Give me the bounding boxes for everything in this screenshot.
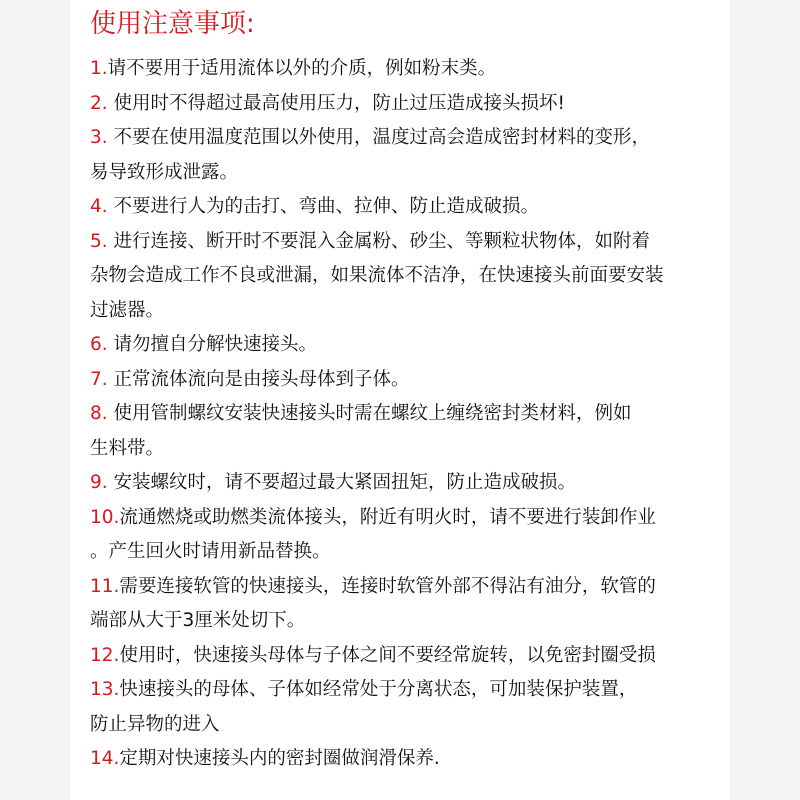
note-text: 不要在使用温度范围以外使用，温度过高会造成密封材料的变形， xyxy=(107,127,651,148)
page-title: 使用注意事项: xyxy=(90,9,255,39)
note-number: 4. xyxy=(90,196,108,217)
note-text: 快速接头的母体、子体如经常处于分离状态，可加装保护装置， xyxy=(119,679,638,700)
note-item-continuation xyxy=(90,535,726,570)
note-item xyxy=(90,639,726,674)
note-number: 10. xyxy=(90,506,120,528)
note-text: 不要进行人为的击打、弯曲、拉伸、防止造成破损。 xyxy=(107,196,540,217)
note-item xyxy=(90,501,726,536)
note-item xyxy=(90,190,726,225)
note-text: 易导致形成泄露。 xyxy=(90,161,239,183)
note-text: 进行连接、断开时不要混入金属粉、砂尘、等颗粒状物体，如附着 xyxy=(107,230,651,252)
note-item-continuation xyxy=(90,294,726,329)
note-text: 请不要用于适用流体以外的介质，例如粉末类。 xyxy=(107,58,497,79)
note-item xyxy=(90,328,726,363)
note-number: 8. xyxy=(90,403,108,424)
note-text: 过滤器。 xyxy=(90,299,165,321)
note-text: 生料带。 xyxy=(90,437,165,459)
note-text: 定期对快速接头内的密封圈做润滑保养. xyxy=(119,748,440,769)
note-number: 6. xyxy=(90,334,108,355)
note-item-continuation xyxy=(90,432,726,467)
note-item-continuation xyxy=(90,708,726,743)
note-item-continuation xyxy=(90,156,726,191)
note-item xyxy=(90,52,726,87)
note-text: 端部从大于3厘米处切下。 xyxy=(90,610,306,631)
note-text: 使用管制螺纹安装快速接头时需在螺纹上缠绕密封类材料，例如 xyxy=(107,403,632,424)
note-text: 使用时不得超过最高使用压力，防止过压造成接头损坏! xyxy=(107,92,565,114)
note-text: 流通燃烧或助燃类流体接头，附近有明火时，请不要进行装卸作业 xyxy=(119,506,656,528)
note-item xyxy=(90,121,726,156)
note-item xyxy=(90,466,726,501)
note-number: 7. xyxy=(90,368,108,390)
note-text: 需要连接软管的快速接头，连接时软管外部不得沾有油分，软管的 xyxy=(119,575,656,597)
note-text: 安装螺纹时，请不要超过最大紧固扭矩，防止造成破损。 xyxy=(107,472,577,493)
note-item xyxy=(90,673,726,708)
note-number: 5. xyxy=(90,230,108,252)
notes-list xyxy=(90,52,726,777)
note-number: 14. xyxy=(90,748,120,769)
note-text: 防止异物的进入 xyxy=(90,713,220,735)
note-number: 13. xyxy=(90,679,120,700)
notice-sheet xyxy=(70,0,730,800)
note-item-continuation xyxy=(90,259,726,294)
note-item xyxy=(90,397,726,432)
note-number: 3. xyxy=(90,127,108,148)
note-number: 1. xyxy=(90,58,108,79)
note-text: 使用时，快速接头母体与子体之间不要经常旋转，以免密封圈受损 xyxy=(119,644,656,666)
note-text: 杂物会造成工作不良或泄漏，如果流体不洁净，在快速接头前面要安装 xyxy=(90,265,664,286)
note-item-continuation xyxy=(90,604,726,639)
note-text: 正常流体流向是由接头母体到子体。 xyxy=(107,368,410,390)
note-item xyxy=(90,742,726,777)
note-item xyxy=(90,225,726,260)
note-number: 9. xyxy=(90,472,108,493)
note-item xyxy=(90,570,726,605)
note-text: 请勿擅自分解快速接头。 xyxy=(107,334,318,355)
note-item xyxy=(90,363,726,398)
note-item xyxy=(90,87,726,122)
note-text: 。产生回火时请用新品替换。 xyxy=(90,541,331,562)
note-number: 11. xyxy=(90,575,120,597)
note-number: 2. xyxy=(90,92,108,114)
note-number: 12. xyxy=(90,644,120,666)
